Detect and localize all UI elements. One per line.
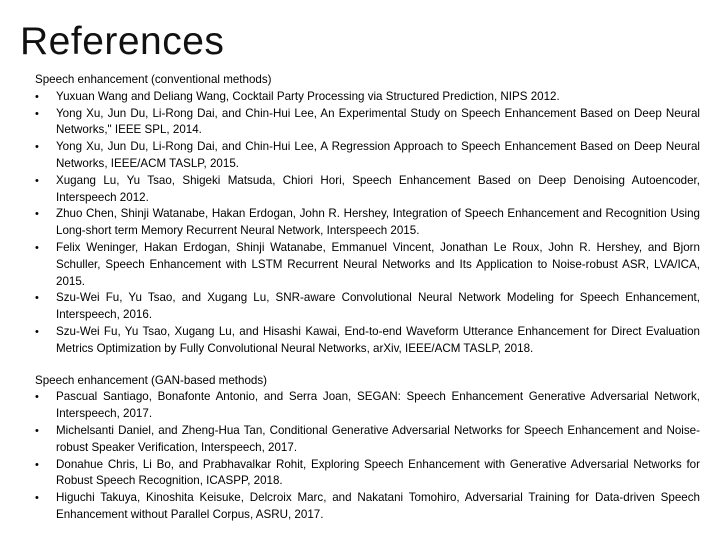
reference-text: Szu-Wei Fu, Yu Tsao, and Xugang Lu, SNR-aware Convolutional Neural Network Modeling for Speech Enhancement, Interspeech, 2016. xyxy=(56,291,700,322)
reference-text: Felix Weninger, Hakan Erdogan, Shinji Watanabe, Emmanuel Vincent, Jonathan Le Roux, John R. Hershey, and Bjorn Schuller, Speech Enhancement with LSTM Recurrent Neural Networks and Its Application to Noise-robust ASR, LVA/ICA, 2015. xyxy=(56,240,700,288)
bullet-icon: • xyxy=(35,241,39,254)
bullet-icon: • xyxy=(35,292,39,305)
bullet-icon: • xyxy=(35,174,39,187)
reference-list xyxy=(35,89,700,358)
reference-item xyxy=(35,324,700,358)
reference-item xyxy=(35,490,700,524)
reference-item xyxy=(35,139,700,173)
reference-text: Zhuo Chen, Shinji Watanabe, Hakan Erdogan, John R. Hershey, Integration of Speech Enhancement and Recognition Using Long-short term Memory Recurrent Neural Network, Interspeech 2015. xyxy=(56,207,700,238)
slide-title: References xyxy=(20,20,225,63)
bullet-icon: • xyxy=(35,391,39,404)
reference-item xyxy=(35,206,700,240)
reference-item xyxy=(35,457,700,491)
section-heading: Speech enhancement (GAN-based methods) xyxy=(35,373,268,387)
bullet-icon: • xyxy=(35,208,39,221)
reference-text: Donahue Chris, Li Bo, and Prabhavalkar Rohit, Exploring Speech Enhancement with Generative Adversarial Networks for Robust Speech Recognition, ICASPP, 2018. xyxy=(56,457,700,488)
reference-item xyxy=(35,240,700,290)
bullet-icon: • xyxy=(35,424,39,437)
bullet-icon: • xyxy=(35,107,39,120)
section-conventional-methods xyxy=(35,72,700,358)
reference-text: Pascual Santiago, Bonafonte Antonio, and Serra Joan, SEGAN: Speech Enhancement Generative Adversarial Network, Interspeech, 2017. xyxy=(56,390,700,421)
section-gan-methods xyxy=(35,373,700,524)
reference-text: Yuxuan Wang and Deliang Wang, Cocktail Party Processing via Structured Prediction, NIPS 2012. xyxy=(56,89,560,103)
reference-text: Yong Xu, Jun Du, Li-Rong Dai, and Chin-Hui Lee, An Experimental Study on Speech Enhancement Based on Deep Neural Networks," IEEE SPL, 2014. xyxy=(56,106,700,137)
reference-item xyxy=(35,89,700,106)
section-heading: Speech enhancement (conventional methods) xyxy=(35,73,272,86)
bullet-icon: • xyxy=(35,492,39,505)
reference-item xyxy=(35,173,700,207)
reference-text: Michelsanti Daniel, and Zheng-Hua Tan, Conditional Generative Adversarial Networks for Speech Enhancement and Noise-robust Speaker Verification, Interspeech, 2017. xyxy=(56,423,700,454)
bullet-icon: • xyxy=(35,141,39,154)
reference-item xyxy=(35,389,700,423)
reference-item xyxy=(35,290,700,324)
reference-text: Xugang Lu, Yu Tsao, Shigeki Matsuda, Chiori Hori, Speech Enhancement Based on Deep Denoising Autoencoder, Interspeech 2012. xyxy=(56,173,700,204)
reference-list xyxy=(35,389,700,523)
bullet-icon: • xyxy=(35,458,39,471)
reference-text: Yong Xu, Jun Du, Li-Rong Dai, and Chin-Hui Lee, A Regression Approach to Speech Enhancement Based on Deep Neural Networks, IEEE/ACM TASLP, 2015. xyxy=(56,140,700,170)
bullet-icon: • xyxy=(35,325,39,338)
references-content xyxy=(35,72,700,524)
reference-text: Szu-Wei Fu, Yu Tsao, Xugang Lu, and Hisashi Kawai, End-to-end Waveform Utterance Enhancement for Direct Evaluation Metrics Optimization by Fully Convolutional Neural Networks, arXiv, IEEE/ACM TASLP, 2018. xyxy=(56,324,700,355)
reference-item xyxy=(35,106,700,140)
reference-item xyxy=(35,423,700,457)
reference-text: Higuchi Takuya, Kinoshita Keisuke, Delcroix Marc, and Nakatani Tomohiro, Adversarial Training for Data-driven Speech Enhancement without Parallel Corpus, ASRU, 2017. xyxy=(56,491,700,521)
section-spacer xyxy=(35,358,700,373)
bullet-icon: • xyxy=(35,90,39,103)
